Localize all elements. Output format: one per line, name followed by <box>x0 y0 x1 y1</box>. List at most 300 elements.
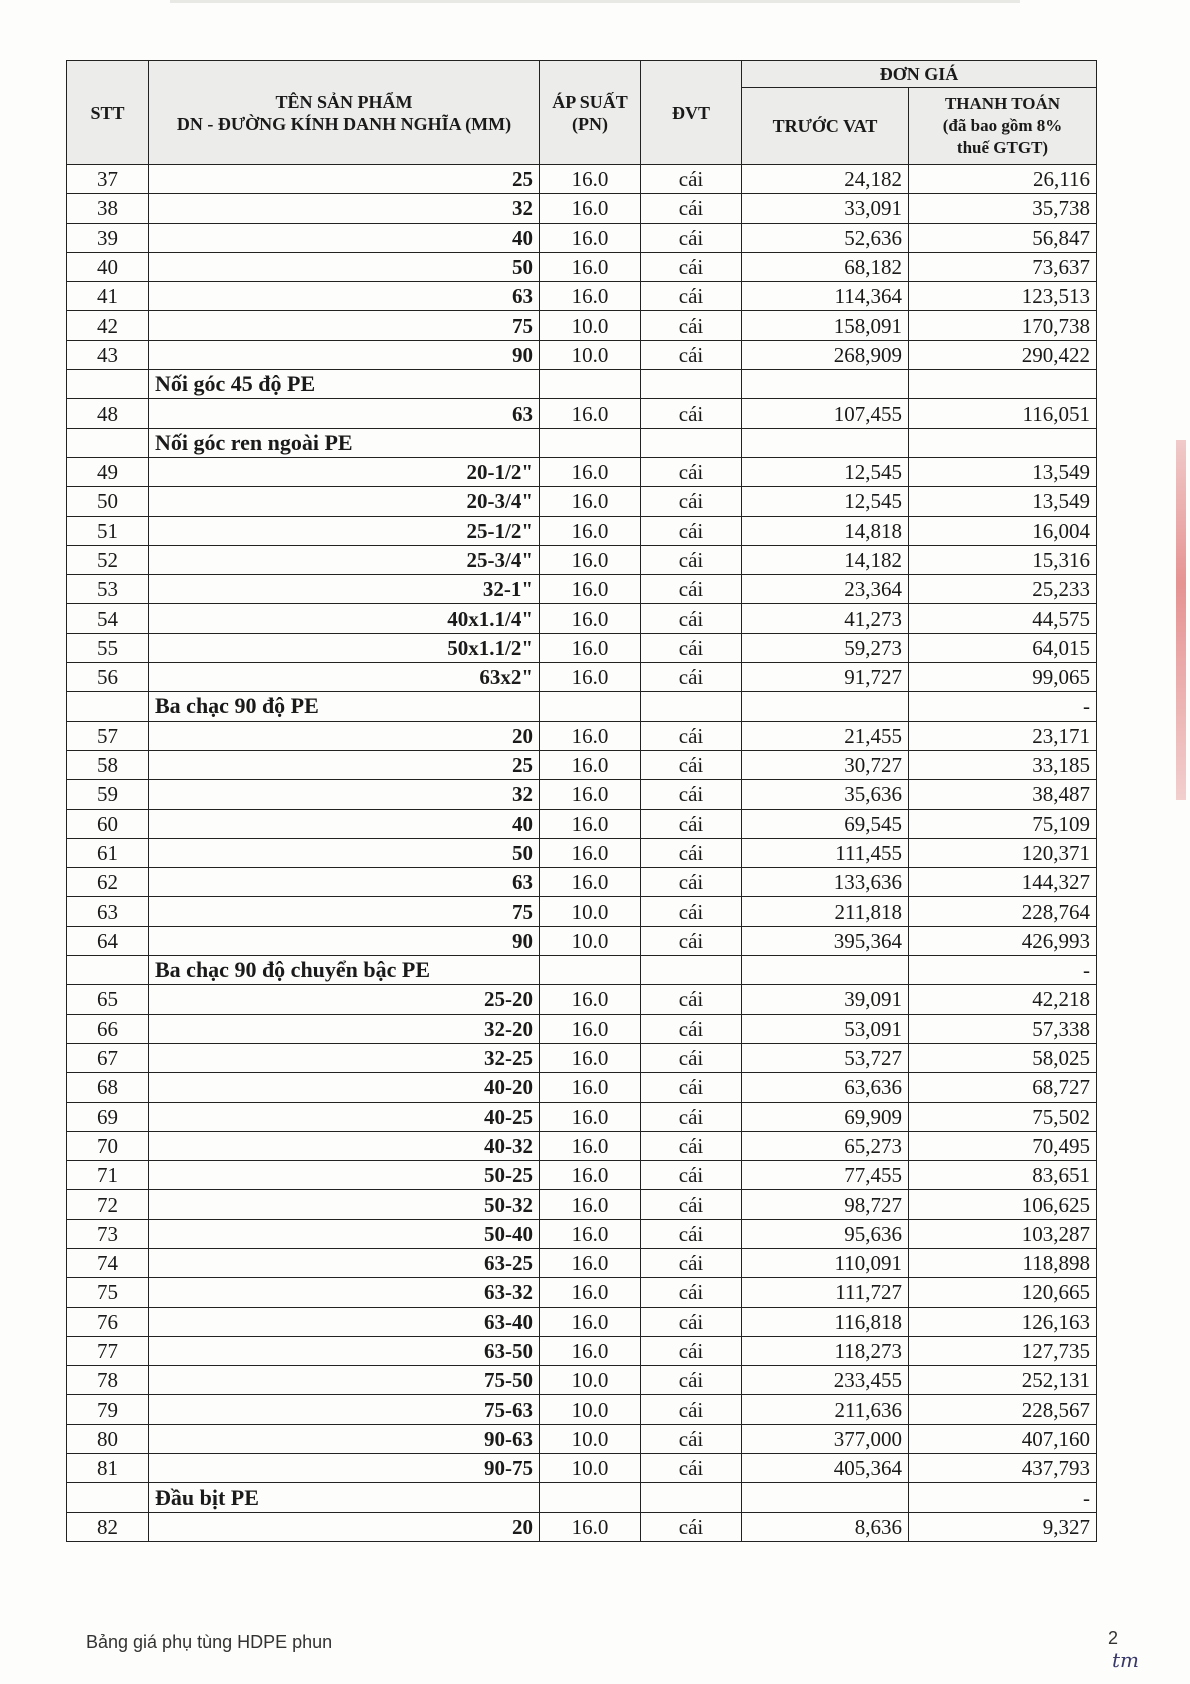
group-row <box>67 956 1097 985</box>
price-after-vat: 25,233 <box>909 575 1097 604</box>
pressure-cell: 16.0 <box>540 399 641 428</box>
product-size: 40 <box>149 809 540 838</box>
price-after-vat: 26,116 <box>909 165 1097 194</box>
price-after-vat: 13,549 <box>909 487 1097 516</box>
table-row <box>67 194 1097 223</box>
stt-cell: 48 <box>67 399 149 428</box>
pressure-cell: 16.0 <box>540 663 641 692</box>
product-size: 63 <box>149 868 540 897</box>
stt-cell: 70 <box>67 1131 149 1160</box>
price-before-vat: 63,636 <box>742 1073 909 1102</box>
price-before-vat: 95,636 <box>742 1219 909 1248</box>
unit-cell: cái <box>641 1336 742 1365</box>
product-size: 63x2" <box>149 663 540 692</box>
pressure-cell: 16.0 <box>540 750 641 779</box>
table-row <box>67 1366 1097 1395</box>
unit-cell <box>641 428 742 457</box>
header-payment <box>909 88 1097 165</box>
product-size: 50-40 <box>149 1219 540 1248</box>
unit-cell: cái <box>641 1161 742 1190</box>
pressure-cell <box>540 428 641 457</box>
price-before-vat: 53,727 <box>742 1043 909 1072</box>
price-before-vat: 8,636 <box>742 1512 909 1541</box>
product-size: 90 <box>149 926 540 955</box>
price-after-vat: 15,316 <box>909 545 1097 574</box>
price-after-vat: 118,898 <box>909 1248 1097 1277</box>
product-size: 75-50 <box>149 1366 540 1395</box>
unit-cell: cái <box>641 1424 742 1453</box>
price-after-vat <box>909 428 1097 457</box>
unit-cell: cái <box>641 311 742 340</box>
unit-cell: cái <box>641 282 742 311</box>
product-size: 32-1" <box>149 575 540 604</box>
stt-cell: 37 <box>67 165 149 194</box>
stt-cell: 79 <box>67 1395 149 1424</box>
price-before-vat: 52,636 <box>742 223 909 252</box>
pressure-cell: 16.0 <box>540 868 641 897</box>
unit-cell: cái <box>641 780 742 809</box>
table-row <box>67 1395 1097 1424</box>
red-stamp-edge <box>1176 440 1186 800</box>
header-stt: STT <box>67 61 149 165</box>
stt-cell: 41 <box>67 282 149 311</box>
table-row <box>67 868 1097 897</box>
product-size: 32-25 <box>149 1043 540 1072</box>
pressure-cell: 16.0 <box>540 1278 641 1307</box>
price-after-vat: 127,735 <box>909 1336 1097 1365</box>
price-after-vat: 38,487 <box>909 780 1097 809</box>
table-header <box>67 61 1097 165</box>
stt-cell: 74 <box>67 1248 149 1277</box>
stt-cell <box>67 428 149 457</box>
unit-cell: cái <box>641 1014 742 1043</box>
stt-cell: 42 <box>67 311 149 340</box>
price-after-vat: 120,371 <box>909 838 1097 867</box>
unit-cell: cái <box>641 1131 742 1160</box>
unit-cell: cái <box>641 1454 742 1483</box>
stt-cell: 78 <box>67 1366 149 1395</box>
price-before-vat: 133,636 <box>742 868 909 897</box>
price-after-vat: 70,495 <box>909 1131 1097 1160</box>
table-row <box>67 1278 1097 1307</box>
price-before-vat: 111,727 <box>742 1278 909 1307</box>
product-size: 50x1.1/2" <box>149 633 540 662</box>
header-before-vat: TRƯỚC VAT <box>742 88 909 165</box>
price-table <box>66 60 1097 1542</box>
price-before-vat: 65,273 <box>742 1131 909 1160</box>
product-size: 50 <box>149 838 540 867</box>
header-payment-line2: (đã bao gồm 8% <box>942 116 1063 135</box>
table-row <box>67 604 1097 633</box>
page-number: 2 <box>1108 1628 1119 1648</box>
table-row <box>67 1073 1097 1102</box>
stt-cell: 62 <box>67 868 149 897</box>
product-size: 90 <box>149 340 540 369</box>
table-row <box>67 926 1097 955</box>
table-row <box>67 1131 1097 1160</box>
price-before-vat: 114,364 <box>742 282 909 311</box>
product-size: 40 <box>149 223 540 252</box>
table-row <box>67 750 1097 779</box>
unit-cell: cái <box>641 897 742 926</box>
stt-cell: 72 <box>67 1190 149 1219</box>
product-size: 90-75 <box>149 1454 540 1483</box>
table-row <box>67 545 1097 574</box>
header-price-group: ĐƠN GIÁ <box>742 61 1097 88</box>
pressure-cell: 16.0 <box>540 165 641 194</box>
unit-cell: cái <box>641 516 742 545</box>
price-after-vat: 23,171 <box>909 721 1097 750</box>
pressure-cell: 16.0 <box>540 1102 641 1131</box>
product-size: 40-25 <box>149 1102 540 1131</box>
unit-cell: cái <box>641 165 742 194</box>
table-row <box>67 1102 1097 1131</box>
pressure-cell: 16.0 <box>540 1073 641 1102</box>
table-row <box>67 1248 1097 1277</box>
pressure-cell: 16.0 <box>540 1248 641 1277</box>
price-after-vat: 252,131 <box>909 1366 1097 1395</box>
pressure-cell: 10.0 <box>540 1454 641 1483</box>
unit-cell: cái <box>641 633 742 662</box>
price-after-vat: 9,327 <box>909 1512 1097 1541</box>
stt-cell: 81 <box>67 1454 149 1483</box>
pressure-cell: 16.0 <box>540 516 641 545</box>
table-row <box>67 985 1097 1014</box>
unit-cell: cái <box>641 1278 742 1307</box>
stt-cell: 50 <box>67 487 149 516</box>
header-payment-line3: thuế GTGT) <box>956 138 1049 157</box>
unit-cell: cái <box>641 1248 742 1277</box>
stt-cell: 39 <box>67 223 149 252</box>
price-after-vat: 228,764 <box>909 897 1097 926</box>
unit-cell: cái <box>641 340 742 369</box>
price-after-vat: 83,651 <box>909 1161 1097 1190</box>
stt-cell: 49 <box>67 457 149 486</box>
pressure-cell: 16.0 <box>540 252 641 281</box>
unit-cell: cái <box>641 1219 742 1248</box>
stt-cell: 38 <box>67 194 149 223</box>
price-before-vat: 405,364 <box>742 1454 909 1483</box>
stt-cell: 71 <box>67 1161 149 1190</box>
unit-cell: cái <box>641 1366 742 1395</box>
price-before-vat: 53,091 <box>742 1014 909 1043</box>
price-table-container <box>66 60 1096 1542</box>
price-before-vat: 233,455 <box>742 1366 909 1395</box>
stt-cell: 43 <box>67 340 149 369</box>
pressure-cell: 16.0 <box>540 1307 641 1336</box>
stt-cell: 73 <box>67 1219 149 1248</box>
table-row <box>67 223 1097 252</box>
pressure-cell: 16.0 <box>540 838 641 867</box>
pressure-cell: 16.0 <box>540 1219 641 1248</box>
price-before-vat: 14,818 <box>742 516 909 545</box>
pressure-cell: 16.0 <box>540 604 641 633</box>
pressure-cell: 10.0 <box>540 1366 641 1395</box>
price-after-vat: 437,793 <box>909 1454 1097 1483</box>
unit-cell: cái <box>641 487 742 516</box>
price-after-vat: 228,567 <box>909 1395 1097 1424</box>
price-before-vat: 69,909 <box>742 1102 909 1131</box>
price-after-vat: 75,502 <box>909 1102 1097 1131</box>
table-row <box>67 252 1097 281</box>
stt-cell: 63 <box>67 897 149 926</box>
price-before-vat: 118,273 <box>742 1336 909 1365</box>
pressure-cell: 16.0 <box>540 1014 641 1043</box>
price-after-vat: 73,637 <box>909 252 1097 281</box>
table-row <box>67 897 1097 926</box>
price-before-vat <box>742 370 909 399</box>
price-after-vat: 144,327 <box>909 868 1097 897</box>
table-row <box>67 1336 1097 1365</box>
stt-cell: 76 <box>67 1307 149 1336</box>
table-row <box>67 838 1097 867</box>
table-row <box>67 1043 1097 1072</box>
table-row <box>67 1161 1097 1190</box>
unit-cell: cái <box>641 1307 742 1336</box>
pressure-cell: 16.0 <box>540 487 641 516</box>
table-row <box>67 721 1097 750</box>
price-after-vat: 58,025 <box>909 1043 1097 1072</box>
product-size: 50-32 <box>149 1190 540 1219</box>
price-after-vat: 35,738 <box>909 194 1097 223</box>
pressure-cell: 16.0 <box>540 1043 641 1072</box>
table-row <box>67 780 1097 809</box>
product-size: 63-25 <box>149 1248 540 1277</box>
price-before-vat <box>742 428 909 457</box>
stt-cell: 57 <box>67 721 149 750</box>
handwritten-initials: tm <box>1112 1648 1140 1672</box>
price-after-vat: 42,218 <box>909 985 1097 1014</box>
price-before-vat: 158,091 <box>742 311 909 340</box>
pressure-cell: 16.0 <box>540 780 641 809</box>
table-row <box>67 282 1097 311</box>
table-row <box>67 1219 1097 1248</box>
header-product-line1: TÊN SẢN PHẨM <box>275 91 413 112</box>
table-row <box>67 1190 1097 1219</box>
stt-cell: 69 <box>67 1102 149 1131</box>
price-before-vat: 116,818 <box>742 1307 909 1336</box>
pressure-cell: 16.0 <box>540 985 641 1014</box>
pressure-cell <box>540 1483 641 1512</box>
price-before-vat: 107,455 <box>742 399 909 428</box>
table-row <box>67 165 1097 194</box>
unit-cell: cái <box>641 838 742 867</box>
stt-cell <box>67 370 149 399</box>
price-after-vat: 123,513 <box>909 282 1097 311</box>
product-size: 75 <box>149 311 540 340</box>
price-before-vat: 39,091 <box>742 985 909 1014</box>
stt-cell: 51 <box>67 516 149 545</box>
price-before-vat: 77,455 <box>742 1161 909 1190</box>
unit-cell: cái <box>641 604 742 633</box>
pressure-cell: 16.0 <box>540 1190 641 1219</box>
unit-cell: cái <box>641 750 742 779</box>
stt-cell: 64 <box>67 926 149 955</box>
pressure-cell <box>540 370 641 399</box>
price-after-vat: 407,160 <box>909 1424 1097 1453</box>
unit-cell: cái <box>641 252 742 281</box>
price-before-vat: 30,727 <box>742 750 909 779</box>
group-title: Ba chạc 90 độ chuyển bậc PE <box>149 956 540 985</box>
unit-cell: cái <box>641 1395 742 1424</box>
table-row <box>67 311 1097 340</box>
table-row <box>67 809 1097 838</box>
stt-cell <box>67 956 149 985</box>
group-title: Đầu bịt PE <box>149 1483 540 1512</box>
group-title: Ba chạc 90 độ PE <box>149 692 540 721</box>
unit-cell: cái <box>641 457 742 486</box>
product-size: 50-25 <box>149 1161 540 1190</box>
product-size: 20 <box>149 1512 540 1541</box>
price-after-vat: 106,625 <box>909 1190 1097 1219</box>
price-after-vat: 290,422 <box>909 340 1097 369</box>
stt-cell: 82 <box>67 1512 149 1541</box>
product-size: 25-3/4" <box>149 545 540 574</box>
price-after-vat: 56,847 <box>909 223 1097 252</box>
product-size: 20-3/4" <box>149 487 540 516</box>
price-after-vat: - <box>909 1483 1097 1512</box>
price-before-vat: 12,545 <box>742 457 909 486</box>
stt-cell: 53 <box>67 575 149 604</box>
pressure-cell <box>540 692 641 721</box>
pressure-cell: 10.0 <box>540 1395 641 1424</box>
price-before-vat <box>742 956 909 985</box>
stt-cell: 55 <box>67 633 149 662</box>
header-unit: ĐVT <box>641 61 742 165</box>
product-size: 40x1.1/4" <box>149 604 540 633</box>
price-before-vat: 91,727 <box>742 663 909 692</box>
unit-cell: cái <box>641 868 742 897</box>
pressure-cell: 16.0 <box>540 194 641 223</box>
pressure-cell: 10.0 <box>540 926 641 955</box>
price-before-vat: 33,091 <box>742 194 909 223</box>
unit-cell: cái <box>641 1102 742 1131</box>
unit-cell: cái <box>641 1190 742 1219</box>
pressure-cell: 16.0 <box>540 223 641 252</box>
price-after-vat: 120,665 <box>909 1278 1097 1307</box>
product-size: 40-20 <box>149 1073 540 1102</box>
product-size: 32 <box>149 780 540 809</box>
price-before-vat: 377,000 <box>742 1424 909 1453</box>
table-row <box>67 663 1097 692</box>
unit-cell <box>641 956 742 985</box>
price-before-vat <box>742 692 909 721</box>
stt-cell: 52 <box>67 545 149 574</box>
pressure-cell: 16.0 <box>540 721 641 750</box>
price-before-vat: 24,182 <box>742 165 909 194</box>
product-size: 32-20 <box>149 1014 540 1043</box>
price-before-vat <box>742 1483 909 1512</box>
table-row <box>67 1014 1097 1043</box>
scan-edge <box>170 0 1020 3</box>
pressure-cell: 16.0 <box>540 575 641 604</box>
table-row <box>67 1424 1097 1453</box>
product-size: 25 <box>149 165 540 194</box>
pressure-cell: 16.0 <box>540 1131 641 1160</box>
stt-cell: 56 <box>67 663 149 692</box>
price-before-vat: 59,273 <box>742 633 909 662</box>
table-body <box>67 165 1097 1542</box>
price-before-vat: 211,818 <box>742 897 909 926</box>
table-row <box>67 399 1097 428</box>
product-size: 25 <box>149 750 540 779</box>
unit-cell: cái <box>641 1073 742 1102</box>
product-size: 50 <box>149 252 540 281</box>
price-before-vat: 211,636 <box>742 1395 909 1424</box>
product-size: 63-40 <box>149 1307 540 1336</box>
product-size: 63 <box>149 399 540 428</box>
stt-cell: 59 <box>67 780 149 809</box>
table-row <box>67 516 1097 545</box>
stt-cell <box>67 692 149 721</box>
unit-cell: cái <box>641 575 742 604</box>
unit-cell: cái <box>641 721 742 750</box>
header-payment-line1: THANH TOÁN <box>944 94 1061 113</box>
group-row <box>67 428 1097 457</box>
price-after-vat: 426,993 <box>909 926 1097 955</box>
unit-cell <box>641 1483 742 1512</box>
price-after-vat: 64,015 <box>909 633 1097 662</box>
pressure-cell: 10.0 <box>540 897 641 926</box>
price-after-vat: - <box>909 692 1097 721</box>
header-pressure <box>540 61 641 165</box>
product-size: 63 <box>149 282 540 311</box>
product-size: 63-50 <box>149 1336 540 1365</box>
price-after-vat: 99,065 <box>909 663 1097 692</box>
unit-cell: cái <box>641 926 742 955</box>
price-after-vat: 116,051 <box>909 399 1097 428</box>
stt-cell <box>67 1483 149 1512</box>
pressure-cell: 16.0 <box>540 1336 641 1365</box>
stt-cell: 77 <box>67 1336 149 1365</box>
stt-cell: 54 <box>67 604 149 633</box>
price-before-vat: 111,455 <box>742 838 909 867</box>
price-after-vat: 13,549 <box>909 457 1097 486</box>
price-before-vat: 23,364 <box>742 575 909 604</box>
product-size: 75 <box>149 897 540 926</box>
price-after-vat: 44,575 <box>909 604 1097 633</box>
price-before-vat: 268,909 <box>742 340 909 369</box>
group-row <box>67 692 1097 721</box>
stt-cell: 60 <box>67 809 149 838</box>
price-after-vat: 68,727 <box>909 1073 1097 1102</box>
price-before-vat: 69,545 <box>742 809 909 838</box>
group-title: Nối góc 45 độ PE <box>149 370 540 399</box>
product-size: 25-20 <box>149 985 540 1014</box>
stt-cell: 61 <box>67 838 149 867</box>
pressure-cell: 16.0 <box>540 809 641 838</box>
pressure-cell: 10.0 <box>540 340 641 369</box>
stt-cell: 68 <box>67 1073 149 1102</box>
stt-cell: 66 <box>67 1014 149 1043</box>
table-row <box>67 1512 1097 1541</box>
table-row <box>67 487 1097 516</box>
table-row <box>67 1454 1097 1483</box>
unit-cell: cái <box>641 1512 742 1541</box>
table-row <box>67 340 1097 369</box>
unit-cell: cái <box>641 1043 742 1072</box>
footer-title: Bảng giá phụ tùng HDPE phun <box>86 1632 333 1652</box>
pressure-cell: 16.0 <box>540 282 641 311</box>
product-size: 20 <box>149 721 540 750</box>
product-size: 20-1/2" <box>149 457 540 486</box>
price-before-vat: 35,636 <box>742 780 909 809</box>
pressure-cell: 16.0 <box>540 1161 641 1190</box>
price-after-vat <box>909 370 1097 399</box>
price-before-vat: 68,182 <box>742 252 909 281</box>
table-row <box>67 457 1097 486</box>
pressure-cell: 10.0 <box>540 1424 641 1453</box>
